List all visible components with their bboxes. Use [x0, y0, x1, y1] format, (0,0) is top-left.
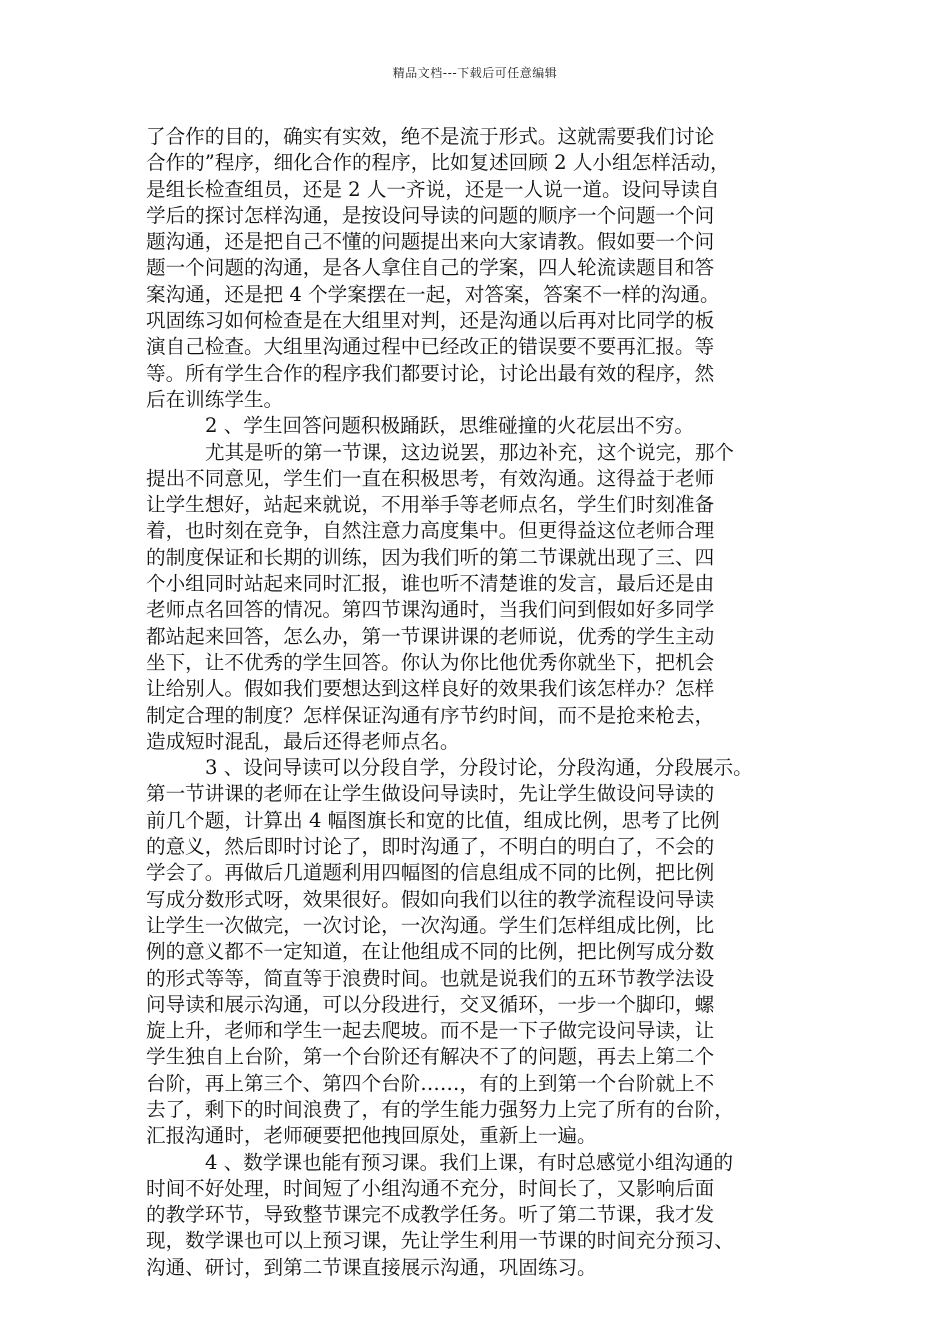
text-line: 让给别人。假如我们要想达到这样良好的效果我们该怎样办？怎样 [146, 677, 715, 701]
text-line: 旋上升，老师和学生一起去爬坡。而不是一下子做完设问导读，让 [146, 1019, 715, 1043]
text-line: 写成分数形式呀，效果很好。假如向我们以往的教学流程设问导读 [146, 887, 715, 911]
text-line: 让学生一次做完，一次讨论，一次沟通。学生们怎样组成比例，比 [146, 913, 715, 937]
text-line: 个小组同时站起来同时汇报，谁也听不清楚谁的发言，最后还是由 [146, 572, 715, 596]
text-line: 汇报沟通时，老师硬要把他拽回原处，重新上一遍。 [146, 1124, 597, 1148]
text-line: 去了，剩下的时间浪费了，有的学生能力强努力上完了所有的台阶， [146, 1097, 734, 1121]
text-line: 坐下，让不优秀的学生回答。你认为你比他优秀你就坐下，把机会 [146, 650, 715, 674]
text-line: 合作的”程序，细化合作的程序，比如复述回顾 2 人小组怎样活动， [146, 151, 730, 175]
text-line: 问导读和展示沟通，可以分段进行，交叉循环，一步一个脚印，螺 [146, 992, 715, 1016]
page-header: 精品文档---下载后可任意编辑 [392, 66, 558, 80]
text-line: 学后的探讨怎样沟通，是按设问导读的问题的顺序一个问题一个问 [146, 203, 715, 227]
text-line: 沟通、研讨，到第二节课直接展示沟通，巩固练习。 [146, 1255, 597, 1279]
text-line: 的制度保证和长期的训练，因为我们听的第二节课就出现了三、四 [146, 545, 715, 569]
text-line: 造成短时混乱，最后还得老师点名。 [146, 729, 460, 753]
text-line: 老师点名回答的情况。第四节课沟通时，当我们问到假如好多同学 [146, 598, 715, 622]
body-text [146, 124, 810, 1281]
text-line: 第一节讲课的老师在让学生做设问导读时，先让学生做设问导读的 [146, 782, 715, 806]
text-line: 的教学环节，导致整节课完不成教学任务。听了第二节课，我才发 [146, 1203, 715, 1227]
text-line: 台阶，再上第三个、第四个台阶……，有的上到第一个台阶就上不 [146, 1071, 715, 1095]
text-line: 时间不好处理，时间短了小组沟通不充分，时间长了，又影响后面 [146, 1176, 715, 1200]
paragraph-first-line: 3 、设问导读可以分段自学，分段讨论，分段沟通，分段展示。 [205, 756, 753, 780]
paragraph-first-line: 尤其是听的第一节课，这边说罢，那边补充，这个说完，那个 [205, 440, 735, 464]
text-line: 是组长检查组员，还是 2 人一齐说，还是一人说一道。设问导读自 [146, 177, 720, 201]
text-line: 制定合理的制度？怎样保证沟通有序节约时间，而不是抢来枪去， [146, 703, 715, 727]
text-line: 的形式等等，简直等于浪费时间。也就是说我们的五环节教学法设 [146, 966, 715, 990]
text-line: 等。所有学生合作的程序我们都要讨论，讨论出最有效的程序，然 [146, 361, 715, 385]
text-line: 例的意义都不一定知道，在让他组成不同的比例，把比例写成分数 [146, 940, 715, 964]
text-line: 学会了。再做后几道题利用四幅图的信息组成不同的比例，把比例 [146, 861, 715, 885]
text-line: 学生独自上台阶，第一个台阶还有解决不了的问题，再去上第二个 [146, 1045, 715, 1069]
paragraph-first-line: 2 、学生回答问题积极踊跃，思维碰撞的火花层出不穷。 [205, 414, 694, 438]
text-line: 的意义，然后即时讨论了，即时沟通了，不明白的明白了，不会的 [146, 835, 715, 859]
text-line: 了合作的目的，确实有实效，绝不是流于形式。这就需要我们讨论 [146, 125, 715, 148]
text-line: 都站起来回答，怎么办，第一节课讲课的老师说，优秀的学生主动 [146, 624, 715, 648]
paragraph-first-line: 4 、数学课也能有预习课。我们上课，有时总感觉小组沟通的 [205, 1150, 734, 1174]
text-line: 提出不同意见，学生们一直在积极思考，有效沟通。这得益于老师 [146, 466, 715, 490]
text-line: 着，也时刻在竞争，自然注意力高度集中。但更得益这位老师合理 [146, 519, 715, 543]
text-line: 案沟通，还是把 4 个学案摆在一起，对答案，答案不一样的沟通。 [146, 282, 720, 306]
text-line: 前几个题，计算出 4 幅图旗长和宽的比值，组成比例，思考了比例 [146, 808, 720, 832]
text-line: 题一个问题的沟通，是各人拿住自己的学案，四人轮流读题目和答 [146, 256, 715, 280]
text-line: 巩固练习如何检查是在大组里对判，还是沟通以后再对比同学的板 [146, 309, 715, 333]
text-line: 题沟通，还是把自己不懂的问题提出来向大家请教。假如要一个问 [146, 230, 715, 254]
text-line: 让学生想好，站起来就说，不用举手等老师点名，学生们时刻准备 [146, 493, 715, 517]
text-line: 现，数学课也可以上预习课，先让学生利用一节课的时间充分预习、 [146, 1229, 734, 1253]
text-line: 演自己检查。大组里沟通过程中已经改正的错误要不要再汇报。等 [146, 335, 715, 359]
text-line: 后在训练学生。 [146, 387, 284, 411]
